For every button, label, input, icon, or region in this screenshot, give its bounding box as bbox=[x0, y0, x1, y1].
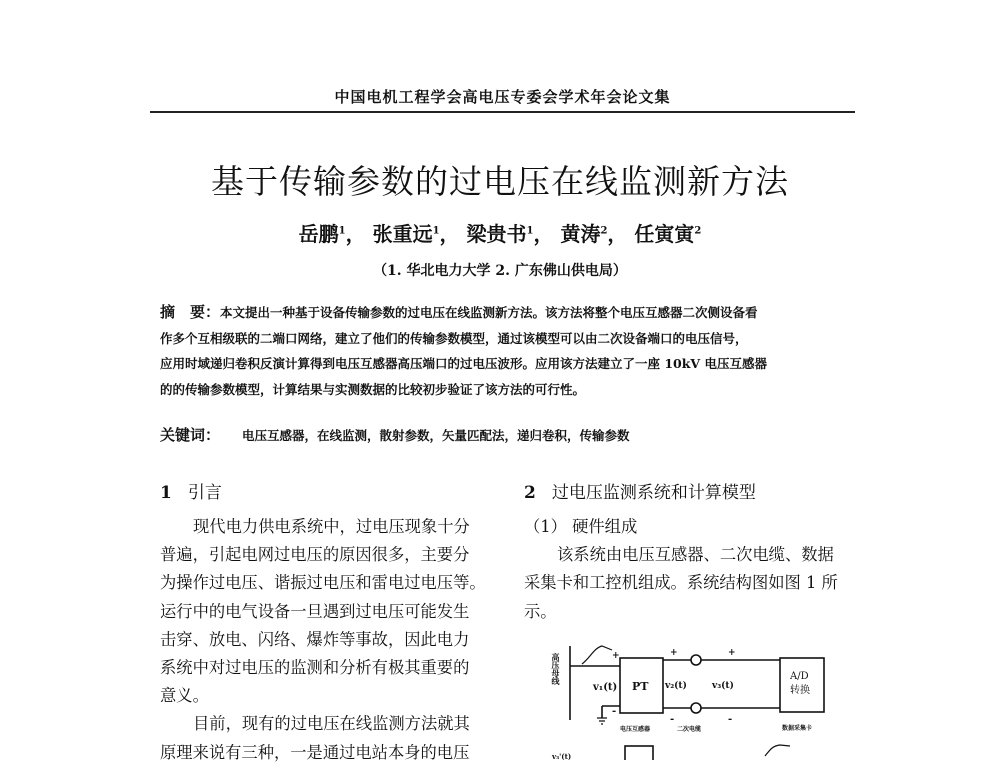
right-column bbox=[524, 513, 856, 626]
author-affiliation-mark: 1 bbox=[526, 225, 534, 237]
affiliations: （1. 华北电力大学 2. 广东佛山供电局） bbox=[373, 263, 627, 279]
section-heading-introduction bbox=[160, 478, 222, 503]
section-number: 2 bbox=[524, 483, 536, 503]
figure-1-system-diagram bbox=[540, 628, 860, 760]
keywords-label: 关键词： bbox=[160, 426, 221, 444]
terminal-icon bbox=[691, 703, 701, 713]
body-line: 为操作过电压、谐振过电压和雷电过电压等。 bbox=[160, 573, 486, 593]
ground-icon bbox=[597, 718, 607, 724]
plus-sign: + bbox=[670, 648, 678, 658]
computer-icon bbox=[625, 746, 653, 760]
body-line: 该系统由电压互感器、二次电缆、数据 bbox=[557, 545, 834, 565]
author-affiliation-mark: 2 bbox=[694, 225, 702, 237]
daq-caption: 数据采集卡 bbox=[782, 725, 813, 732]
section-title: 过电压监测系统和计算模型 bbox=[551, 483, 756, 503]
section-heading-system bbox=[524, 478, 756, 503]
body-line: 运行中的电气设备一旦遇到过电压可能发生 bbox=[160, 601, 470, 621]
section-number: 1 bbox=[160, 483, 172, 503]
author-affiliation-mark: 1 bbox=[432, 225, 440, 237]
keywords-text: 电压互感器，在线监测，散射参数，矢量匹配法，递归卷积，传输参数 bbox=[242, 428, 630, 443]
author-name: 黄涛 bbox=[560, 222, 601, 246]
header-rule bbox=[150, 111, 855, 113]
paper-title: 基于传输参数的过电压在线监测新方法 bbox=[211, 162, 789, 201]
body-line: 意义。 bbox=[160, 686, 209, 706]
abstract-text: 本文提出一种基于设备传输参数的过电压在线监测新方法。该方法将整个电压互感器二次侧设备看 bbox=[220, 305, 758, 320]
body-line: 示。 bbox=[524, 601, 557, 621]
v2-label: v₂(t) bbox=[665, 681, 687, 691]
author-affiliation-mark: 2 bbox=[600, 225, 608, 237]
left-column bbox=[160, 513, 492, 767]
author: 梁贵书$^1$， bbox=[466, 222, 554, 246]
author: 黄涛$^2$， bbox=[560, 222, 628, 246]
keywords bbox=[160, 424, 630, 445]
minus-sign: - bbox=[612, 706, 617, 717]
v3-label: v₃(t) bbox=[712, 681, 734, 691]
author: 岳鹏$^1$， bbox=[298, 222, 366, 246]
pt-label: PT bbox=[632, 680, 649, 693]
author-affiliation-mark: 1 bbox=[338, 225, 346, 237]
body-line: 现代电力供电系统中，过电压现象十分 bbox=[193, 517, 470, 536]
body-line: 原理来说有三种，一是通过电站本身的电压 bbox=[160, 742, 470, 762]
v3-prime-label: v₃'(t) bbox=[552, 752, 572, 760]
body-line: 击穿、放电、闪络、爆炸等事故，因此电力 bbox=[160, 629, 470, 649]
cable-caption: 二次电缆 bbox=[677, 726, 702, 733]
waveform-icon bbox=[765, 745, 790, 756]
author: 张重远$^1$， bbox=[372, 222, 460, 246]
abstract-line: 作多个互相级联的二端口网络，建立了他们的传输参数模型，通过该模型可以由二次设备端口的电压信号， bbox=[160, 330, 748, 346]
author-name: 任寅寅 bbox=[634, 222, 695, 246]
abstract-label: 摘 要： bbox=[160, 303, 221, 321]
running-head: 中国电机工程学会高电压专委会学术年会论文集 bbox=[334, 88, 671, 106]
plus-sign: + bbox=[728, 648, 736, 658]
body-line: 目前，现有的过电压在线监测方法就其 bbox=[193, 714, 470, 734]
author-name: 岳鹏 bbox=[298, 222, 339, 246]
terminal-icon bbox=[691, 655, 701, 665]
subsection-heading: （1） 硬件组成 bbox=[524, 517, 638, 536]
author-name: 张重远 bbox=[372, 222, 433, 246]
body-line: 系统中对过电压的监测和分析有极其重要的 bbox=[160, 658, 470, 678]
abstract-line: 的的传输参数模型，计算结果与实测数据的比较初步验证了该方法的可行性。 bbox=[160, 381, 586, 397]
minus-sign: - bbox=[728, 714, 733, 725]
section-title: 引言 bbox=[187, 483, 222, 503]
ad-label-2: 转换 bbox=[790, 685, 810, 696]
ad-label: A/D bbox=[790, 671, 809, 682]
surge-waveform-icon bbox=[582, 646, 612, 664]
v1-label: v₁(t) bbox=[593, 682, 618, 693]
author-list bbox=[0, 218, 1000, 247]
pt-caption: 电压互感器 bbox=[620, 726, 651, 733]
body-line: 采集卡和工控机组成。系统结构图如图 1 所 bbox=[524, 573, 838, 593]
author bbox=[634, 222, 701, 246]
plus-sign: + bbox=[612, 651, 620, 661]
minus-sign: - bbox=[670, 714, 675, 725]
author-name: 梁贵书 bbox=[466, 222, 527, 246]
abstract bbox=[160, 300, 860, 402]
bus-label: 高压母线 bbox=[551, 653, 561, 685]
abstract-line: 应用时域递归卷积反演计算得到电压互感器高压端口的过电压波形。应用该方法建立了一座 10kV 电压互感器 bbox=[160, 356, 767, 371]
body-line: 普遍，引起电网过电压的原因很多，主要分 bbox=[160, 545, 470, 565]
abstract-line bbox=[160, 300, 860, 326]
